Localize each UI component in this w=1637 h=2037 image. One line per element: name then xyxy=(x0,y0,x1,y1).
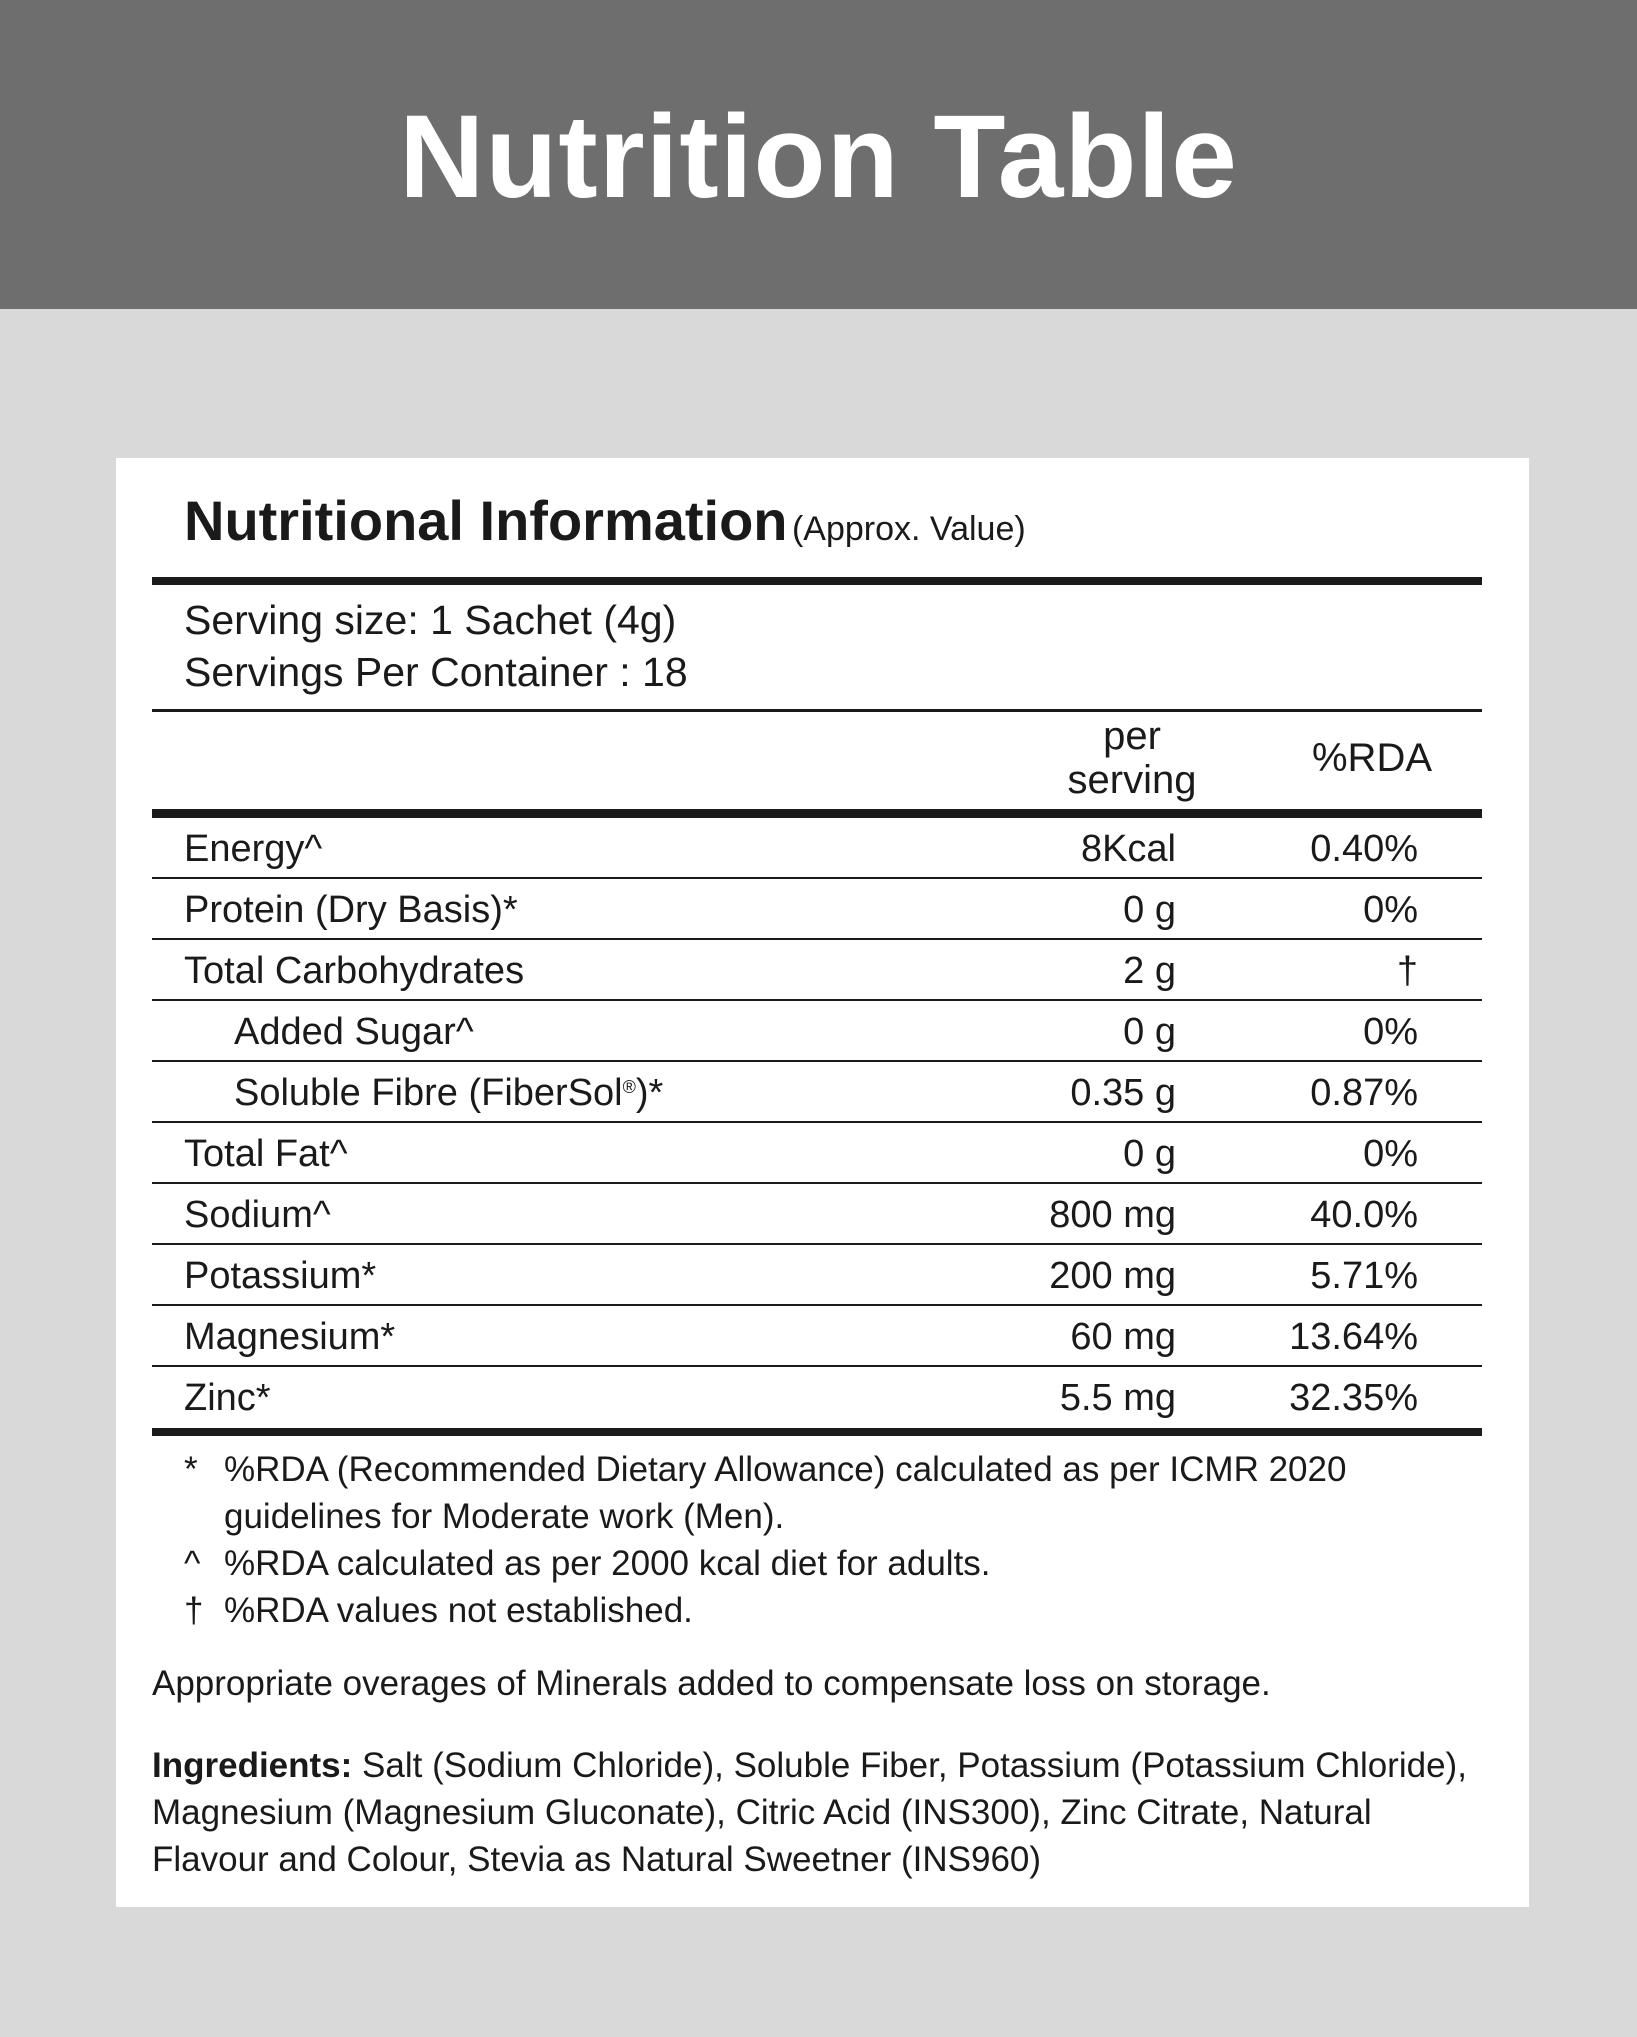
nutrient-amount: 200 mg xyxy=(1049,1255,1176,1297)
nutrient-amount: 60 mg xyxy=(1070,1316,1176,1358)
nutrient-name: Magnesium* xyxy=(184,1316,396,1358)
nutrient-amount: 2 g xyxy=(1123,950,1176,992)
column-header-per-serving xyxy=(1012,714,1252,802)
table-row xyxy=(152,1184,1482,1245)
divider-serving xyxy=(152,709,1482,712)
nutrient-rda: 0% xyxy=(1363,889,1418,931)
page-title: Nutrition Table xyxy=(399,90,1238,223)
footnote xyxy=(184,1587,1464,1634)
nutrition-card xyxy=(116,458,1529,1907)
nutrient-amount: 0 g xyxy=(1123,1011,1176,1053)
column-header-rda: %RDA xyxy=(1311,736,1433,780)
table-row xyxy=(152,1367,1482,1428)
nutrient-rda: † xyxy=(1396,950,1418,992)
footnote-symbol: † xyxy=(184,1591,204,1630)
table-row xyxy=(152,1062,1482,1123)
nutrient-amount: 0 g xyxy=(1123,1133,1176,1175)
nutrient-amount: 8Kcal xyxy=(1080,828,1176,870)
servings-per-container: Servings Per Container : 18 xyxy=(184,649,688,695)
footnotes xyxy=(184,1446,1464,1634)
table-row xyxy=(152,818,1482,879)
nutrient-name xyxy=(234,1072,663,1115)
nutrient-amount: 0 g xyxy=(1123,889,1176,931)
ingredients-text: Salt (Sodium Chloride), Soluble Fiber, Potassium (Potassium Chloride), Magnesium (Magnesium Gluconate), Citric Acid (INS300), Zinc Citrate, Natural Flavour and Colour, Stevia as Natural Sweetner (INS960) xyxy=(152,1746,1467,1879)
registered-mark: ® xyxy=(622,1077,636,1097)
nutrient-name: Sodium^ xyxy=(184,1194,331,1236)
serving-size: Serving size: 1 Sachet (4g) xyxy=(184,597,677,643)
footnote-text: %RDA values not established. xyxy=(224,1591,693,1630)
nutrient-rda: 0.87% xyxy=(1310,1072,1418,1114)
footnote-text: %RDA (Recommended Dietary Allowance) calculated as per ICMR 2020 guidelines for Moderate work (Men). xyxy=(224,1450,1347,1536)
footnote-text: %RDA calculated as per 2000 kcal diet for adults. xyxy=(224,1544,991,1583)
nutrient-amount: 5.5 mg xyxy=(1059,1377,1176,1419)
nutrient-name: Protein (Dry Basis)* xyxy=(184,889,518,931)
nutrient-amount: 0.35 g xyxy=(1070,1072,1176,1114)
nutrient-name-end: )* xyxy=(635,1072,664,1114)
nutrient-rda: 5.71% xyxy=(1310,1255,1418,1297)
nutrient-rda: 32.35% xyxy=(1289,1377,1418,1419)
table-row xyxy=(152,1245,1482,1306)
panel-title-note: (Approx. Value) xyxy=(791,510,1026,548)
nutrient-rda: 0.40% xyxy=(1310,828,1418,870)
ingredients-label: Ingredients: xyxy=(152,1746,353,1785)
table-row xyxy=(152,1306,1482,1367)
thick-divider-columns xyxy=(152,809,1482,818)
thick-divider-top xyxy=(152,577,1482,585)
column-header-serving: serving xyxy=(1067,758,1197,802)
nutrient-name: Potassium* xyxy=(184,1255,377,1297)
nutrient-name-main: Soluble Fibre (FiberSol xyxy=(234,1072,623,1114)
nutrient-name: Total Fat^ xyxy=(184,1133,348,1175)
page-header xyxy=(0,0,1637,309)
table-row xyxy=(152,940,1482,1001)
serving-info xyxy=(184,594,688,698)
nutrient-name: Added Sugar^ xyxy=(234,1011,474,1053)
table-row xyxy=(152,1001,1482,1062)
nutrient-name: Total Carbohydrates xyxy=(184,950,525,992)
nutrient-rda: 13.64% xyxy=(1289,1316,1418,1358)
overage-note: Appropriate overages of Minerals added to compensate loss on storage. xyxy=(152,1664,1271,1703)
footnote xyxy=(184,1446,1464,1540)
nutrient-rda: 40.0% xyxy=(1310,1194,1418,1236)
footnote-symbol: ^ xyxy=(184,1544,201,1583)
nutrient-rda: 0% xyxy=(1363,1133,1418,1175)
nutrient-amount: 800 mg xyxy=(1049,1194,1176,1236)
nutrient-rda: 0% xyxy=(1363,1011,1418,1053)
column-header-per: per xyxy=(1103,714,1161,758)
footnote-symbol: * xyxy=(184,1450,198,1489)
table-row xyxy=(152,1123,1482,1184)
ingredients xyxy=(152,1742,1487,1883)
nutrient-name: Energy^ xyxy=(184,828,323,870)
thick-divider-bottom xyxy=(152,1428,1482,1436)
panel-title: Nutritional Information xyxy=(184,489,788,552)
table-row xyxy=(152,879,1482,940)
panel-title-row xyxy=(184,488,1026,553)
nutrient-name: Zinc* xyxy=(184,1377,271,1419)
footnote xyxy=(184,1540,1464,1587)
